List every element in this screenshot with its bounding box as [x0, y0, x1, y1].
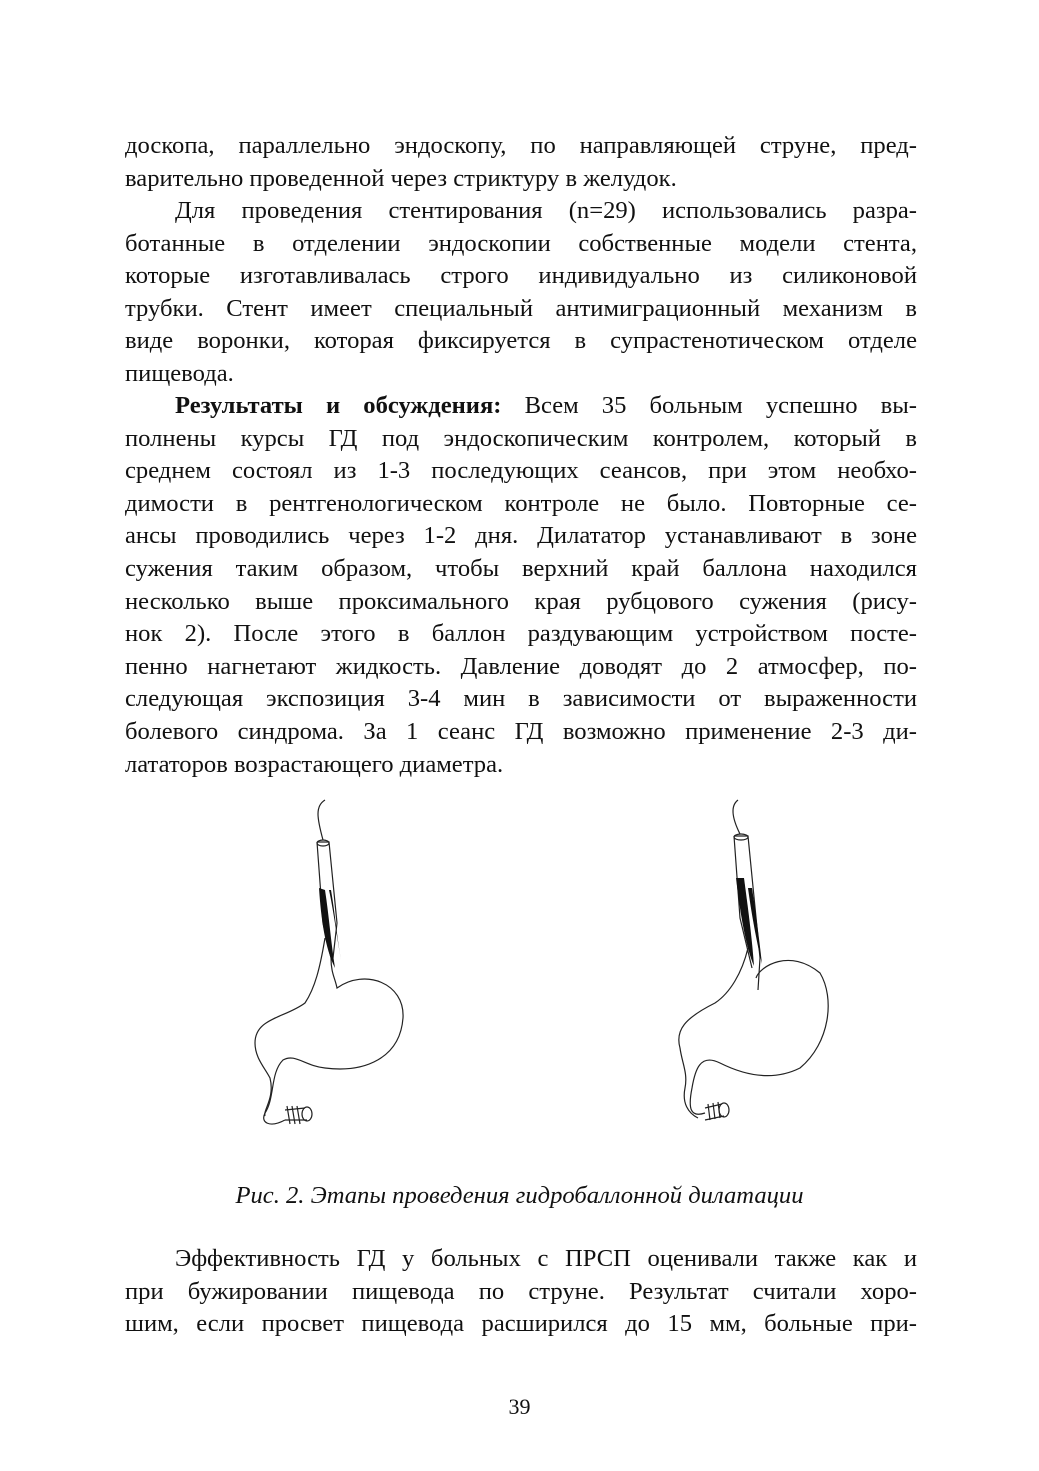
text-line: варительно проведенной через стриктуру в желудок.: [125, 164, 677, 192]
text-line: которые изготавливалась строго индивидуально из силиконовой: [125, 262, 917, 290]
text-line: шим, если просвет пищевода расширился до 15 мм, больные при-: [125, 1310, 917, 1338]
text-line: болевого синдрома. За 1 сеанс ГД возможно применение 2-3 ди-: [125, 717, 917, 745]
text-line: сужения таким образом, чтобы верхний край баллона находился: [125, 554, 917, 582]
text-line: при бужировании пищевода по струне. Результат считали хоро-: [125, 1277, 917, 1305]
text-line: лататоров возрастающего диаметра.: [125, 750, 504, 778]
paragraph-efficiency: [125, 1243, 917, 1341]
page-number: 39: [508, 1394, 531, 1419]
text-line: виде воронки, которая фиксируется в супрастенотическом отделе: [125, 327, 917, 355]
text-line: пищевода.: [125, 359, 234, 387]
text-line: среднем состоял из 1-3 последующих сеансов, при этом необхо-: [125, 457, 917, 485]
paragraph-results: [125, 390, 917, 781]
text-line: [125, 390, 917, 423]
text-line: полнены курсы ГД под эндоскопическим контролем, который в: [125, 424, 917, 452]
illustration-stage-1: [245, 798, 415, 1144]
text-line: ансы проводились через 1-2 дня. Дилататор устанавливают в зоне: [125, 522, 917, 550]
paragraph-stent: [125, 195, 917, 391]
text-line: димости в рентгенологическом контроле не было. Повторные се-: [125, 489, 917, 517]
text-line: трубки. Стент имеет специальный антимиграционный механизм в: [125, 294, 917, 322]
text-line: пенно нагнетают жидкость. Давление доводят до 2 атмосфер, по-: [125, 652, 917, 680]
paragraph-continued: [125, 130, 917, 195]
figure-dilation-stages: [245, 798, 845, 1144]
text-line: следующая экспозиция 3-4 мин в зависимости от выраженности: [125, 685, 917, 713]
text-line: нок 2). После этого в баллон раздувающим устройством посте-: [125, 620, 917, 648]
text-line: Для проведения стентирования (n=29) использовались разра-: [175, 197, 917, 224]
text-run: Всем 35 больным успешно вы-: [501, 392, 917, 419]
illustration-stage-2: [660, 798, 845, 1144]
figure-caption: Рис. 2. Этапы проведения гидробаллонной дилатации: [235, 1182, 804, 1209]
text-line: доскопа, параллельно эндоскопу, по направляющей струне, пред-: [125, 132, 917, 159]
section-heading: Результаты и обсуждения:: [175, 392, 502, 419]
text-line: несколько выше проксимального края рубцового сужения (рису-: [125, 587, 917, 615]
text-line: Эффективность ГД у больных с ПРСП оценивали также как и: [175, 1245, 917, 1272]
text-line: ботанные в отделении эндоскопии собственные модели стента,: [125, 229, 917, 257]
